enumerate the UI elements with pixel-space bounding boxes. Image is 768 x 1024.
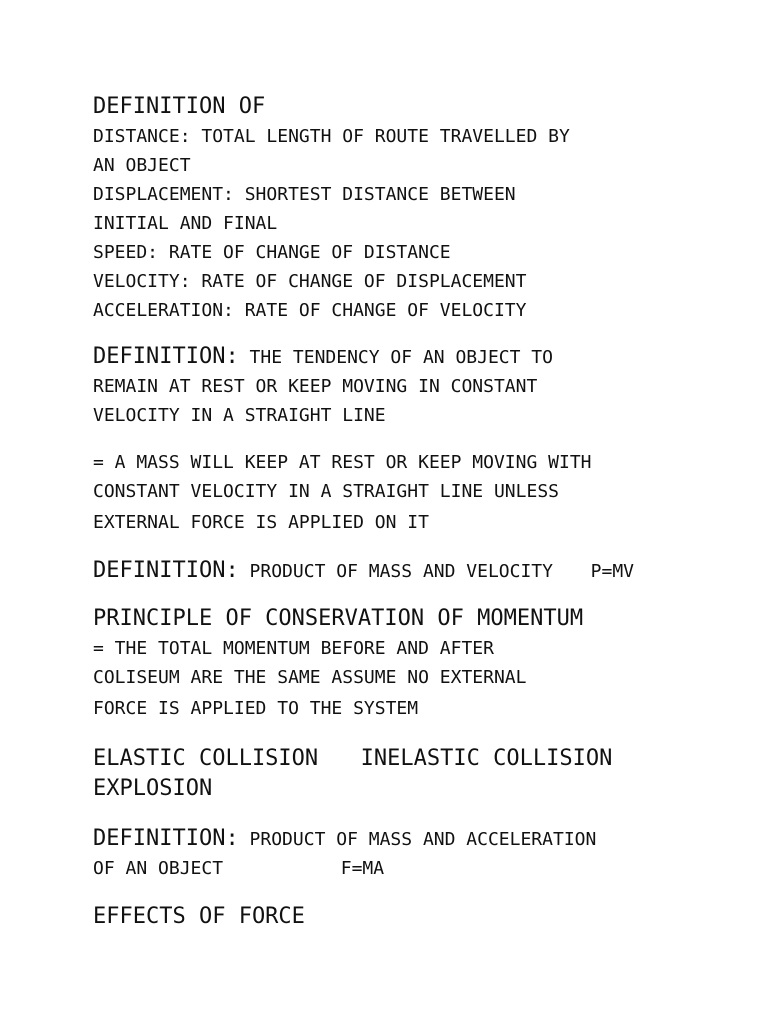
- definition-speed: SPEED: RATE OF CHANGE OF DISTANCE: [93, 242, 451, 263]
- section-collision-types: [93, 744, 723, 804]
- law-line: = A MASS WILL KEEP AT REST OR KEEP MOVING WITH: [93, 452, 592, 473]
- section-conservation-of-momentum: [93, 604, 723, 723]
- definition-label: DEFINITION:: [93, 826, 239, 851]
- definition-displacement-cont: INITIAL AND FINAL: [93, 213, 278, 234]
- definition-label: DEFINITION:: [93, 558, 239, 583]
- section-effects-of-force: [93, 902, 723, 932]
- collision-type-explosion: EXPLOSION: [93, 776, 213, 801]
- definition-distance-cont: AN OBJECT: [93, 155, 191, 176]
- collision-type-elastic: ELASTIC COLLISION: [93, 746, 319, 771]
- definition-text: PRODUCT OF MASS AND ACCELERATION: [249, 829, 597, 850]
- definition-text-cont: REMAIN AT REST OR KEEP MOVING IN CONSTANT: [93, 376, 538, 397]
- definition-velocity: VELOCITY: RATE OF CHANGE OF DISPLACEMENT: [93, 271, 527, 292]
- definition-displacement: DISPLACEMENT: SHORTEST DISTANCE BETWEEN: [93, 184, 516, 205]
- effects-heading: EFFECTS OF FORCE: [93, 904, 305, 929]
- principle-line: = THE TOTAL MOMENTUM BEFORE AND AFTER: [93, 638, 494, 659]
- section-force-definition: [93, 824, 723, 883]
- definition-acceleration: ACCELERATION: RATE OF CHANGE OF VELOCITY: [93, 300, 527, 321]
- definition-text: THE TENDENCY OF AN OBJECT TO: [249, 347, 553, 368]
- principle-line: FORCE IS APPLIED TO THE SYSTEM: [93, 698, 419, 719]
- force-formula: F=MA: [340, 858, 385, 879]
- section-definitions-of-motion: [93, 92, 723, 325]
- law-line: CONSTANT VELOCITY IN A STRAIGHT LINE UNLESS: [93, 481, 559, 502]
- section-heading: DEFINITION OF: [93, 94, 266, 119]
- section-momentum-definition: [93, 556, 723, 586]
- definition-text-cont: OF AN OBJECT: [93, 858, 224, 879]
- collision-type-inelastic: INELASTIC COLLISION: [360, 746, 613, 771]
- definition-text-cont: VELOCITY IN A STRAIGHT LINE: [93, 405, 386, 426]
- section-inertia-definition: [93, 342, 723, 430]
- law-line: EXTERNAL FORCE IS APPLIED ON IT: [93, 512, 429, 533]
- principle-line: COLISEUM ARE THE SAME ASSUME NO EXTERNAL: [93, 667, 527, 688]
- definition-distance: DISTANCE: TOTAL LENGTH OF ROUTE TRAVELLED BY: [93, 126, 570, 147]
- definition-label: DEFINITION:: [93, 344, 239, 369]
- principle-heading: PRINCIPLE OF CONSERVATION OF MOMENTUM: [93, 606, 584, 631]
- momentum-formula: P=MV: [590, 561, 635, 582]
- section-newton-first-law: [93, 448, 723, 537]
- definition-text: PRODUCT OF MASS AND VELOCITY: [249, 561, 553, 582]
